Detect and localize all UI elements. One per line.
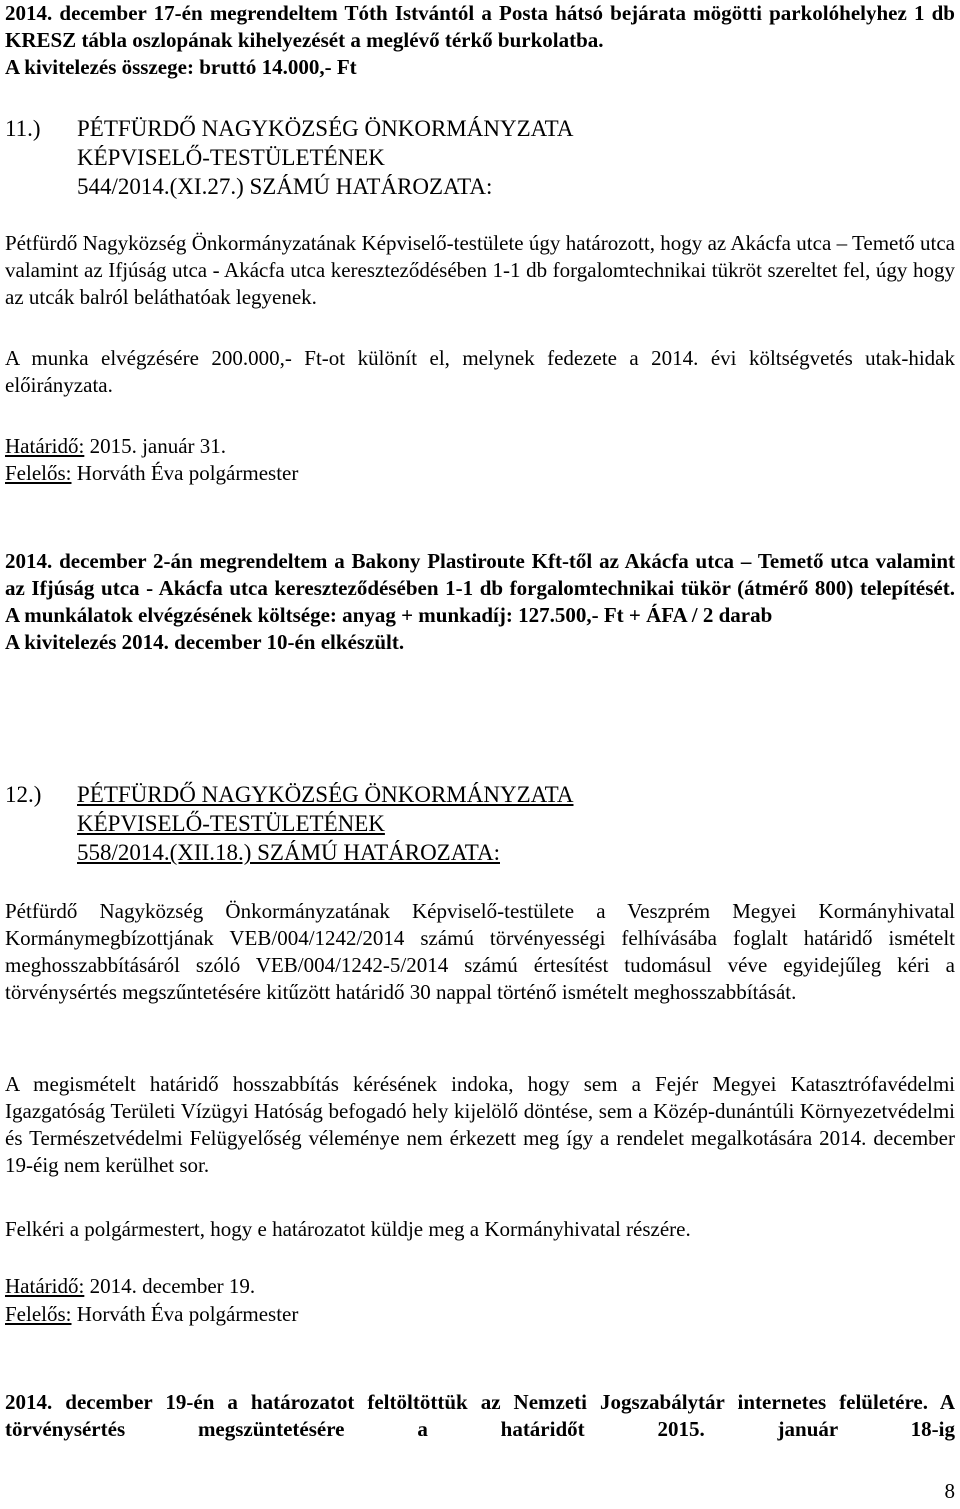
section-12-paragraph-2: A megismételt határidő hosszabbítás kérésének indoka, hogy sem a Fejér Megyei Katasztrófavédelmi Igazgatóság Területi Vízügyi Hatóság befogadó hely kijelölő döntése, sem a Közép-dunántúli Környezetvédelmi és Természetvédelmi Felügyelőség véleménye nem érkezett meg így a rendelet megalkotására 2014. december 19-éig nem kerülhet sor. <box>5 1072 955 1177</box>
deadline-value: 2015. január 31. <box>84 434 227 458</box>
section-12-heading <box>5 780 955 867</box>
section-11-title-line2: KÉPVISELŐ-TESTÜLETÉNEK <box>77 145 385 170</box>
section-12-resolution-number: 558/2014.(XII.18.) SZÁMÚ HATÁROZATA: <box>77 840 500 865</box>
section-12-responsible <box>5 1301 955 1328</box>
section-11-paragraph-1: Pétfürdő Nagyközség Önkormányzatának Képviselő-testülete úgy határozott, hogy az Akácfa utca – Temető utca valamint az Ifjúság utca - Akácfa utca kereszteződésében 1-1 db forgalomtechnikai tükröt szereltet fel, úgy hogy az utcák balról beláthatóak legyenek. <box>5 231 955 309</box>
section-11-title-line1: PÉTFÜRDŐ NAGYKÖZSÉG ÖNKORMÁNYZATA <box>77 116 574 141</box>
responsible-value: Horváth Éva polgármester <box>71 1302 299 1326</box>
section-11-deadline <box>5 433 955 460</box>
page-number: 8 <box>944 1479 955 1503</box>
section-12-paragraph-1: Pétfürdő Nagyközség Önkormányzatának Képviselő-testülete a Veszprém Megyei Kormányhivatal Kormánymegbízottjának VEB/004/1242/2014 számú törvényességi felhívásába foglalt határidő ismételt meghosszabbításáról szóló VEB/004/1242-5/2014 számú értesítést tudomásul véve egyidejűleg kéri a törvénysértés megszűntetésére kitűzött határidő 30 nappal történő ismételt meghosszabbítását. <box>5 899 955 1004</box>
section-12-title-line2: KÉPVISELŐ-TESTÜLETÉNEK <box>77 811 385 836</box>
deadline-label: Határidő: <box>5 434 85 458</box>
deadline-value: 2014. december 19. <box>84 1274 256 1298</box>
section-11-number: 11.) <box>5 116 41 141</box>
section-11-resolution-number: 544/2014.(XI.27.) SZÁMÚ HATÁROZATA: <box>77 174 493 199</box>
responsible-value: Horváth Éva polgármester <box>71 461 299 485</box>
order-paragraph <box>5 0 955 81</box>
responsible-label: Felelős: <box>5 1302 72 1326</box>
implementation-text: 2014. december 2-án megrendeltem a Bakony Plastiroute Kft-től az Akácfa utca – Temető utca valamint az Ifjúság utca - Akácfa utca kereszteződésében 1-1 db forgalomtechnikai tükör (átmérő 800) telepítését. A munkálatok elvégzésének költsége: anyag + munkadíj: 127.500,- Ft + ÁFA / 2 darab <box>5 549 955 627</box>
section-12-paragraph-3: Felkéri a polgármestert, hogy e határozatot küldje meg a Kormányhivatal részére. <box>5 1217 691 1241</box>
responsible-label: Felelős: <box>5 461 72 485</box>
implementation-done: A kivitelezés 2014. december 10-én elkészült. <box>5 630 405 654</box>
section-12-title-line1: PÉTFÜRDŐ NAGYKÖZSÉG ÖNKORMÁNYZATA <box>77 782 574 807</box>
section-11-paragraph-2: A munka elvégzésére 200.000,- Ft-ot különít el, melynek fedezete a 2014. évi költségvetés utak-hidak előirányzata. <box>5 346 955 397</box>
section-11-implementation-paragraph <box>5 548 955 656</box>
section-12-upload-paragraph: 2014. december 19-én a határozatot feltöltöttük az Nemzeti Jogszabálytár internetes felületére. A törvénysértés megszüntetésére a határidőt 2015. január 18-ig <box>5 1390 955 1441</box>
section-11-heading <box>5 114 955 201</box>
section-12-deadline <box>5 1273 955 1300</box>
section-11-responsible <box>5 460 955 487</box>
deadline-label: Határidő: <box>5 1274 85 1298</box>
section-12-number: 12.) <box>5 782 42 807</box>
order-text: 2014. december 17-én megrendeltem Tóth Istvántól a Posta hátsó bejárata mögötti parkolóhelyhez 1 db KRESZ tábla oszlopának kihelyezését a meglévő térkő burkolatba. <box>5 1 955 52</box>
order-cost: A kivitelezés összege: bruttó 14.000,- Ft <box>5 55 357 79</box>
